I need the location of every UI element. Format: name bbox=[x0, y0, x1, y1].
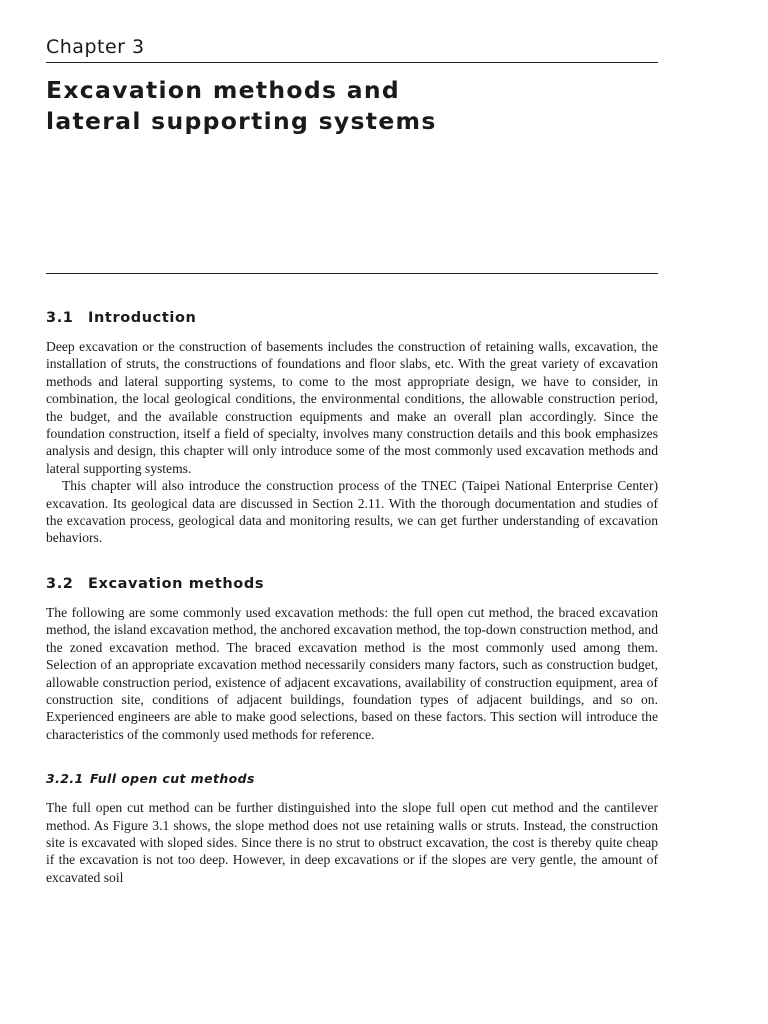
section-heading-excavation-methods bbox=[46, 574, 658, 594]
paragraph-excavation-methods: The following are some commonly used excavation methods: the full open cut method, the braced excavation method, the island excavation method, the anchored excavation method, the top-down construction method, and the zoned excavation method. The braced excavation method is the most commonly used among them. Selection of an appropriate excavation method necessarily considers many factors, such as construction budget, allowable construction period, existence of adjacent excavations, availability of construction equipment, area of construction site, conditions of adjacent buildings, foundation types of adjacent buildings, and so on. Experienced engineers are able to make good selections, based on these factors. This section will introduce the characteristics of the commonly used methods for reference. bbox=[46, 604, 658, 742]
subsection-number: 3.2.1 bbox=[46, 771, 84, 787]
subsection-heading-full-open-cut bbox=[46, 770, 658, 788]
section-number: 3.2 bbox=[46, 575, 74, 592]
book-page bbox=[46, 34, 658, 886]
section-number: 3.1 bbox=[46, 310, 74, 326]
chapter-top-rule bbox=[46, 62, 658, 63]
subsection-title: Full open cut methods bbox=[90, 771, 255, 787]
paragraph-introduction-1: Deep excavation or the construction of basements includes the construction of retaining walls, excavation, the installation of struts, the constructions of foundations and floor slabs, etc. With the great variety of excavation methods and lateral supporting systems, to come to the most appropriate design, we have to consider, in combination, the local geological conditions, the environmental conditions, the allowable construction period, the budget, and the available construction equipments and make an overall plan accordingly. Since the foundation construction, itself a field of specialty, involves many construction details and this book emphasizes analysis and design, this chapter will only introduce some of the most commonly used excavation methods and lateral supporting systems. bbox=[46, 339, 658, 476]
chapter-bottom-rule bbox=[46, 273, 658, 274]
chapter-title: Excavation methods and lateral supporting systems bbox=[46, 76, 437, 135]
chapter-label: Chapter 3 bbox=[46, 36, 145, 58]
section-title: Excavation methods bbox=[88, 575, 265, 592]
section-heading-introduction bbox=[46, 308, 658, 328]
paragraph-full-open-cut: The full open cut method can be further distinguished into the slope full open cut method and the cantilever method. As Figure 3.1 shows, the slope method does not use retaining walls or struts. Instead, the construction site is excavated with sloped sides. Since there is no strut to obstruct excavation, the cost is thereby quite cheap if the excavation is not too deep. However, in deep excavations or if the slopes are very gentle, the amount of excavated soil bbox=[46, 800, 658, 885]
section-title: Introduction bbox=[88, 310, 197, 326]
paragraph-introduction-2: This chapter will also introduce the construction process of the TNEC (Taipei National Enterprise Center) excavation. Its geological data are discussed in Section 2.11. With the thorough documentation and studies of the excavation process, geological data and monitoring results, we can get further understanding of excavation behaviors. bbox=[46, 478, 658, 546]
